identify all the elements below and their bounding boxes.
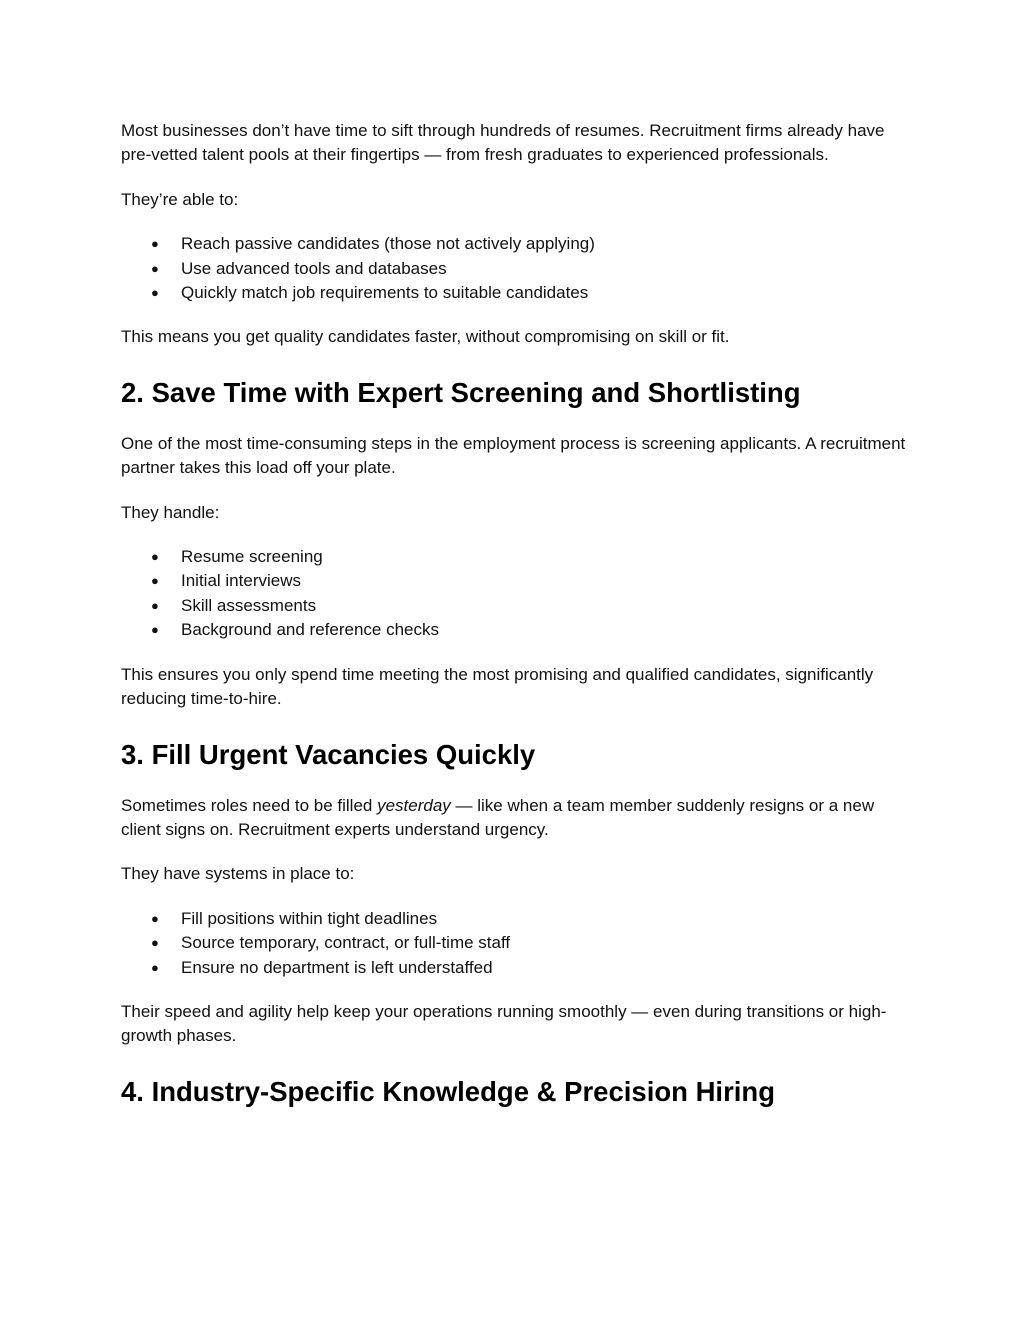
section3-heading-block: [121, 738, 911, 772]
section2-closing: This ensures you only spend time meeting the most promising and qualified candidates, significantly reducing time-to-hire.: [121, 664, 874, 709]
bullet-icon: ●: [151, 910, 159, 926]
bullet-icon: ●: [151, 573, 159, 589]
bullet-icon: ●: [151, 236, 159, 252]
list-item: ● Background and reference checks: [121, 618, 911, 642]
bullet-icon: ●: [151, 622, 159, 638]
section1-closing: This means you get quality candidates faster, without compromising on skill or fit.: [121, 327, 730, 347]
section2-lead: They handle:: [121, 502, 220, 522]
section2-bullet-list: [121, 545, 911, 643]
bullet-icon: ●: [151, 935, 159, 951]
list-item: ● Initial interviews: [121, 569, 911, 593]
list-item: ● Use advanced tools and databases: [121, 257, 911, 281]
bullet-icon: ●: [151, 549, 159, 565]
bullet-icon: ●: [151, 959, 159, 975]
section4-heading-block: [121, 1075, 911, 1109]
section1-lead: They’re able to:: [121, 189, 239, 209]
section1-bullet-list: [121, 232, 911, 305]
list-item: ● Quickly match job requirements to suitable candidates: [121, 281, 911, 305]
document-page: [121, 119, 911, 1131]
section3-bullet-list: [121, 907, 911, 980]
section2-heading: 2. Save Time with Expert Screening and Shortlisting: [121, 376, 801, 408]
list-item: ● Ensure no department is left understaffed: [121, 956, 911, 980]
section3-intro: Sometimes roles need to be filled yesterday — like when a team member suddenly resigns or a new client signs on. Recruitment experts understand urgency.: [121, 795, 875, 839]
bullet-icon: ●: [151, 597, 159, 613]
section2-heading-block: [121, 376, 911, 410]
section3-heading: 3. Fill Urgent Vacancies Quickly: [121, 738, 536, 770]
section4-heading: 4. Industry-Specific Knowledge & Precision Hiring: [121, 1075, 776, 1107]
bullet-icon: ●: [151, 285, 159, 301]
list-item: ● Skill assessments: [121, 594, 911, 618]
list-item: ● Fill positions within tight deadlines: [121, 907, 911, 931]
list-item: ● Resume screening: [121, 545, 911, 569]
bullet-icon: ●: [151, 260, 159, 276]
list-item: ● Reach passive candidates (those not actively applying): [121, 232, 911, 256]
section1-intro: Most businesses don’t have time to sift through hundreds of resumes. Recruitment firms already have pre-vetted talent pools at their fingertips — from fresh graduates to experienced professionals.: [121, 121, 885, 165]
section3-intro-emphasis: yesterday: [377, 795, 451, 815]
section2-intro: One of the most time-consuming steps in the employment process is screening applicants. A recruitment partner takes this load off your plate.: [121, 433, 906, 478]
list-item: ● Source temporary, contract, or full-time staff: [121, 931, 911, 955]
section3-closing: Their speed and agility help keep your operations running smoothly — even during transitions or high-growth phases.: [121, 1001, 887, 1046]
section3-lead: They have systems in place to:: [121, 864, 355, 884]
